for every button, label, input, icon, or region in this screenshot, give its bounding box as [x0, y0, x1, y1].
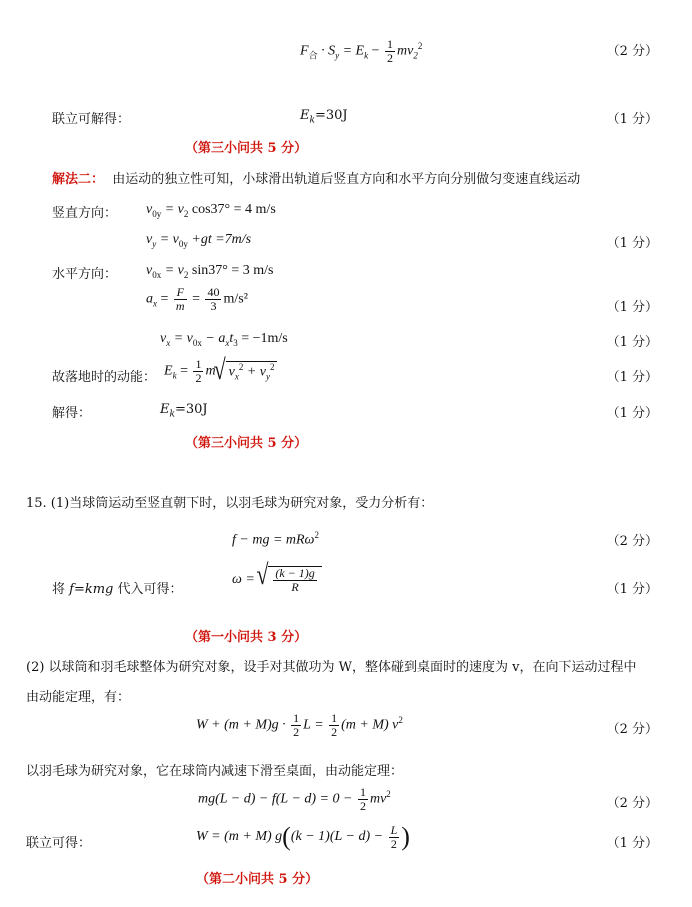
subtotal: （第三小问共 5 分） — [185, 436, 308, 451]
q15-part1-text: 15. (1)当球筒运动至竖直朝下时，以羽毛球为研究对象，受力分析有： — [26, 496, 434, 511]
score: （2 分） — [606, 44, 658, 59]
vx-equation: $v_x = v_{0x} - a_xt_3 = -1m/s$ — [160, 331, 288, 348]
score: （1 分） — [606, 370, 658, 385]
horizontal-label: 水平方向： — [52, 267, 118, 282]
q15-part2-text: (2) 以球筒和羽毛球整体为研究对象，设手对其做功为 W，整体碰到桌面时的速度为 v，在向下运动过程中 — [26, 660, 637, 675]
joint-label: 联立可得： — [26, 836, 92, 851]
vy-equation: $v_y = v_{0y} +gt =7m/s$ — [146, 232, 252, 249]
result-ek: $E_k=30J$ — [300, 108, 348, 126]
joint-label: 联立可解得： — [52, 112, 131, 127]
score: （1 分） — [606, 406, 658, 421]
subtotal: （第三小问共 5 分） — [185, 141, 308, 156]
score: （1 分） — [606, 582, 658, 597]
q15-part2-text: 以羽毛球为研究对象，它在球筒内减速下滑至桌面，由动能定理： — [26, 764, 404, 779]
score: （1 分） — [606, 112, 658, 127]
shuttlecock-equation: mg(L − d) − f(L − d) = 0 − $\frac{1}{2}$ $mv^2$ — [198, 785, 391, 813]
subtotal: （第一小问共 3 分） — [185, 630, 308, 645]
method2-intro: 解法二： 由运动的独立性可知，小球滑出轨道后竖直方向和水平方向分别做匀变速直线运动 — [52, 172, 581, 187]
score: （2 分） — [606, 722, 658, 737]
subtotal: （第二小问共 5 分） — [196, 872, 319, 887]
q15-part2-text: 由动能定理，有： — [26, 690, 131, 705]
force-equation: f − mg = mRω$^2$ — [232, 530, 319, 548]
energy-equation: $F_合 \cdot S_y = E_k$ − $\frac{1}{2}$ $mv_2^2$ — [300, 37, 423, 65]
work-result-equation: W = (m + M) g((k − 1)(L − d) − $\frac{L}{2}$ ) — [196, 822, 410, 851]
ke-equation: $E_k$ = $\frac{1}{2}$ m√ $v_x^2 + v_y^2$ — [164, 358, 277, 385]
score: （2 分） — [606, 534, 658, 549]
v0y-equation: $v_{0y} = v_2$ cos37° = 4 m/s — [146, 202, 276, 219]
score: （1 分） — [606, 836, 658, 851]
v0x-equation: $v_{0x} = v_2$ sin37° = 3 m/s — [146, 263, 274, 280]
work-energy-equation: W + (m + M)g · $\frac{1}{2}$ L = $\frac{1}{2}$ (m + M) $v^2$ — [196, 711, 403, 739]
vertical-label: 竖直方向： — [52, 206, 118, 221]
score: （1 分） — [606, 335, 658, 350]
substitute-label: 将 f=kmg 代入可得： — [52, 582, 183, 597]
ke-label: 故落地时的动能： — [52, 370, 157, 385]
result-ek: $E_k=30J$ — [160, 402, 208, 420]
score: （1 分） — [606, 236, 658, 251]
ax-equation: $a_x$ = $\frac{F}{m}$ = $\frac{40}{3}$ m/s² — [146, 285, 248, 313]
omega-equation: ω = √ $\frac{(k - 1)g}{R}$ — [232, 566, 322, 594]
solve-label: 解得： — [52, 406, 92, 421]
score: （1 分） — [606, 300, 658, 315]
score: （2 分） — [606, 796, 658, 811]
